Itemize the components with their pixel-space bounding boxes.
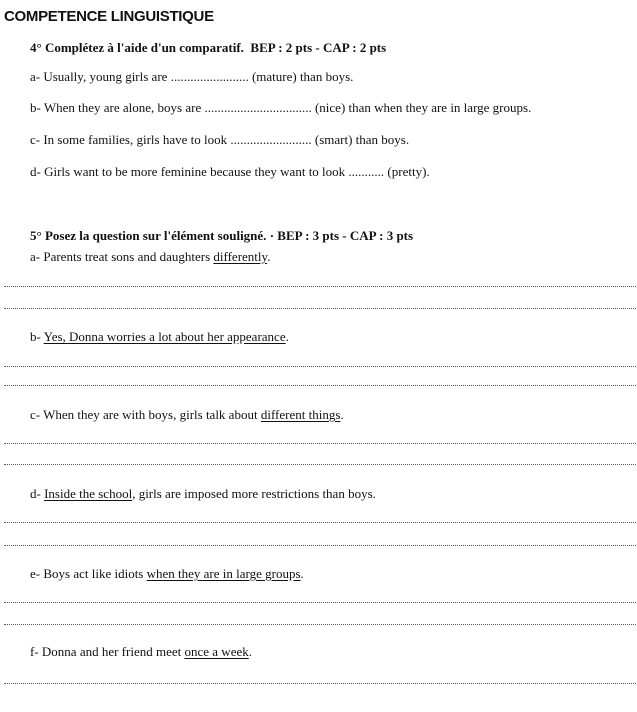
exercise-4-heading	[30, 40, 386, 56]
answer-line[interactable]	[4, 683, 636, 684]
answer-line[interactable]	[4, 366, 636, 367]
item-text: (pretty).	[384, 164, 430, 179]
answer-blank[interactable]: .........................	[230, 132, 312, 147]
answer-line[interactable]	[4, 385, 636, 386]
item-text: d- Girls want to be more feminine because they want to look	[30, 164, 349, 179]
underlined-element: when they are in large groups	[146, 566, 301, 581]
underlined-element: Inside the school	[44, 486, 133, 501]
underlined-element: different things	[260, 407, 341, 422]
item-text: , girls are imposed more restrictions than boys.	[132, 486, 376, 501]
page-title: COMPETENCE LINGUISTIQUE	[4, 8, 214, 25]
answer-line[interactable]	[4, 286, 636, 287]
exercise-4-item-c	[30, 132, 409, 148]
item-text: b- When they are alone, boys are	[30, 100, 205, 115]
answer-line[interactable]	[4, 602, 636, 603]
answer-line[interactable]	[4, 443, 636, 444]
exercise-5-points: BEP : 3 pts - CAP : 3 pts	[277, 228, 414, 243]
exercise-4-points: BEP : 2 pts - CAP : 2 pts	[250, 40, 387, 55]
exercise-4-item-b	[30, 100, 531, 116]
item-text: a- Parents treat sons and daughters	[30, 249, 214, 264]
exercise-5-instruction: 5° Posez la question sur l'élément souligné.	[30, 228, 267, 243]
item-text: .	[340, 407, 344, 422]
answer-blank[interactable]: ...........	[348, 164, 385, 179]
underlined-element: differently	[213, 249, 268, 264]
exercise-5-item-a	[30, 249, 270, 265]
exercise-4-instruction: 4° Complétez à l'aide d'un comparatif.	[30, 40, 244, 55]
item-text: (smart) than boys.	[311, 132, 410, 147]
exercise-4-item-d	[30, 164, 430, 180]
answer-line[interactable]	[4, 464, 636, 465]
item-text: (mature) than boys.	[248, 69, 354, 84]
exercise-5-item-d	[30, 486, 376, 502]
exercise-5-item-b	[30, 329, 289, 345]
underlined-element: Yes, Donna worries a lot about her appearance	[43, 329, 286, 344]
answer-line[interactable]	[4, 522, 636, 523]
item-text: e- Boys act like idiots	[30, 566, 147, 581]
underlined-element: once a week	[184, 644, 249, 659]
exercise-5-item-e	[30, 566, 304, 582]
answer-blank[interactable]: ........................	[170, 69, 249, 84]
exercise-4-item-a	[30, 69, 353, 85]
item-text: c- In some families, girls have to look	[30, 132, 231, 147]
answer-line[interactable]	[4, 545, 636, 546]
answer-blank[interactable]: .................................	[204, 100, 312, 115]
item-text: .	[267, 249, 271, 264]
answer-line[interactable]	[4, 308, 636, 309]
item-text: (nice) than when they are in large groups.	[311, 100, 532, 115]
item-text: c- When they are with boys, girls talk about	[30, 407, 261, 422]
item-text: f- Donna and her friend meet	[30, 644, 185, 659]
item-text: d-	[30, 486, 45, 501]
item-text: .	[300, 566, 304, 581]
item-text: .	[248, 644, 252, 659]
answer-line[interactable]	[4, 624, 636, 625]
exercise-5-item-f	[30, 644, 252, 660]
item-text: .	[285, 329, 289, 344]
item-text: a- Usually, young girls are	[30, 69, 171, 84]
item-text: b-	[30, 329, 44, 344]
exercise-5-item-c	[30, 407, 344, 423]
separator: ·	[266, 228, 278, 243]
exercise-5-heading	[30, 228, 413, 244]
